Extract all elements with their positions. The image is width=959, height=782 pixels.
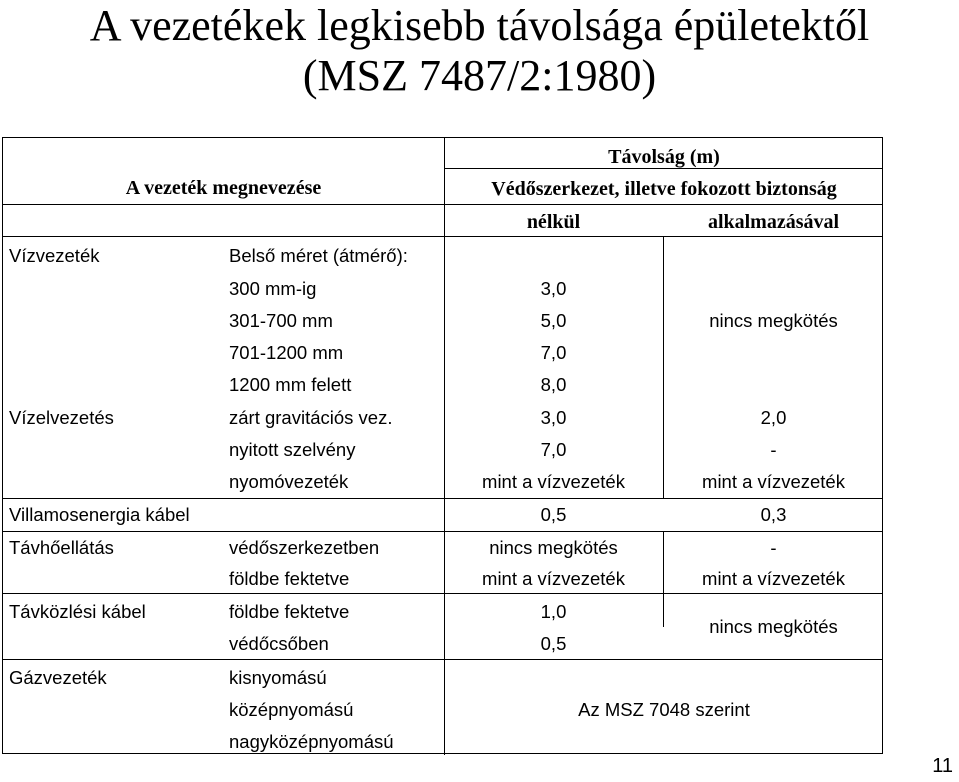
row-name-gas: Gázvezeték	[9, 667, 107, 688]
page-title: A vezetékek legkisebb távolsága épületektől	[89, 1, 870, 50]
telecom-item-label: védőcsőben	[229, 633, 329, 654]
heating-item-label: védőszerkezetben	[229, 537, 380, 558]
power-value-without: 0,5	[540, 504, 567, 525]
water-value-without: 3,0	[540, 278, 567, 299]
sewer-value-without: 3,0	[540, 407, 567, 428]
header-with: alkalmazásával	[707, 211, 840, 233]
gas-item-label: nagyközépnyomású	[229, 731, 394, 752]
row-name-heating: Távhőellátás	[9, 537, 114, 558]
water-item-label: 301-700 mm	[229, 310, 333, 331]
water-value-with: nincs megkötés	[709, 310, 838, 331]
water-value-without: 7,0	[540, 342, 567, 363]
row-divider	[3, 659, 882, 660]
heating-value-without: mint a vízvezeték	[482, 568, 625, 589]
page-number: 11	[932, 755, 953, 777]
water-subheader: Belső méret (átmérő):	[229, 245, 408, 266]
row-name-water: Vízvezeték	[9, 245, 100, 266]
row-divider	[3, 593, 882, 594]
sewer-value-with: mint a vízvezeték	[702, 471, 845, 492]
distance-table	[2, 137, 883, 754]
row-name-power: Villamosenergia kábel	[9, 504, 190, 525]
water-value-without: 5,0	[540, 310, 567, 331]
heating-value-with: -	[770, 537, 777, 558]
heating-item-label: földbe fektetve	[229, 568, 350, 589]
power-value-with: 0,3	[760, 504, 787, 525]
header-divider	[3, 204, 882, 205]
sewer-value-without: mint a vízvezeték	[482, 471, 625, 492]
header-bottom-divider	[3, 236, 882, 237]
sewer-item-label: nyitott szelvény	[229, 439, 356, 460]
heating-value-with: mint a vízvezeték	[702, 568, 845, 589]
heating-value-without: nincs megkötés	[489, 537, 618, 558]
telecom-value-with: nincs megkötés	[709, 616, 838, 637]
row-divider	[3, 531, 882, 532]
row-divider	[3, 498, 882, 499]
row-name-sewer: Vízelvezetés	[9, 407, 114, 428]
sewer-value-with: 2,0	[760, 407, 787, 428]
row-name-telecom: Távközlési kábel	[9, 601, 146, 622]
gas-item-label: kisnyomású	[229, 667, 327, 688]
telecom-value-without: 0,5	[540, 633, 567, 654]
header-protection: Védőszerkezet, illetve fokozott biztonság	[491, 178, 837, 200]
water-item-label: 701-1200 mm	[229, 342, 344, 363]
water-value-without: 8,0	[540, 374, 567, 395]
header-without: nélkül	[526, 211, 581, 233]
water-item-label: 300 mm-ig	[229, 278, 317, 299]
gas-value: Az MSZ 7048 szerint	[578, 699, 750, 720]
header-distance: Távolság (m)	[608, 146, 720, 168]
gas-item-label: középnyomású	[229, 699, 354, 720]
telecom-item-label: földbe fektetve	[229, 601, 350, 622]
header-name-col: A vezeték megnevezése	[125, 177, 322, 199]
sewer-item-label: zárt gravitációs vez.	[229, 407, 393, 428]
sewer-value-with: -	[770, 439, 777, 460]
water-item-label: 1200 mm felett	[229, 374, 352, 395]
telecom-value-without: 1,0	[540, 601, 567, 622]
sewer-item-label: nyomóvezeték	[229, 471, 349, 492]
page-subtitle: (MSZ 7487/2:1980)	[302, 51, 657, 100]
sewer-value-without: 7,0	[540, 439, 567, 460]
